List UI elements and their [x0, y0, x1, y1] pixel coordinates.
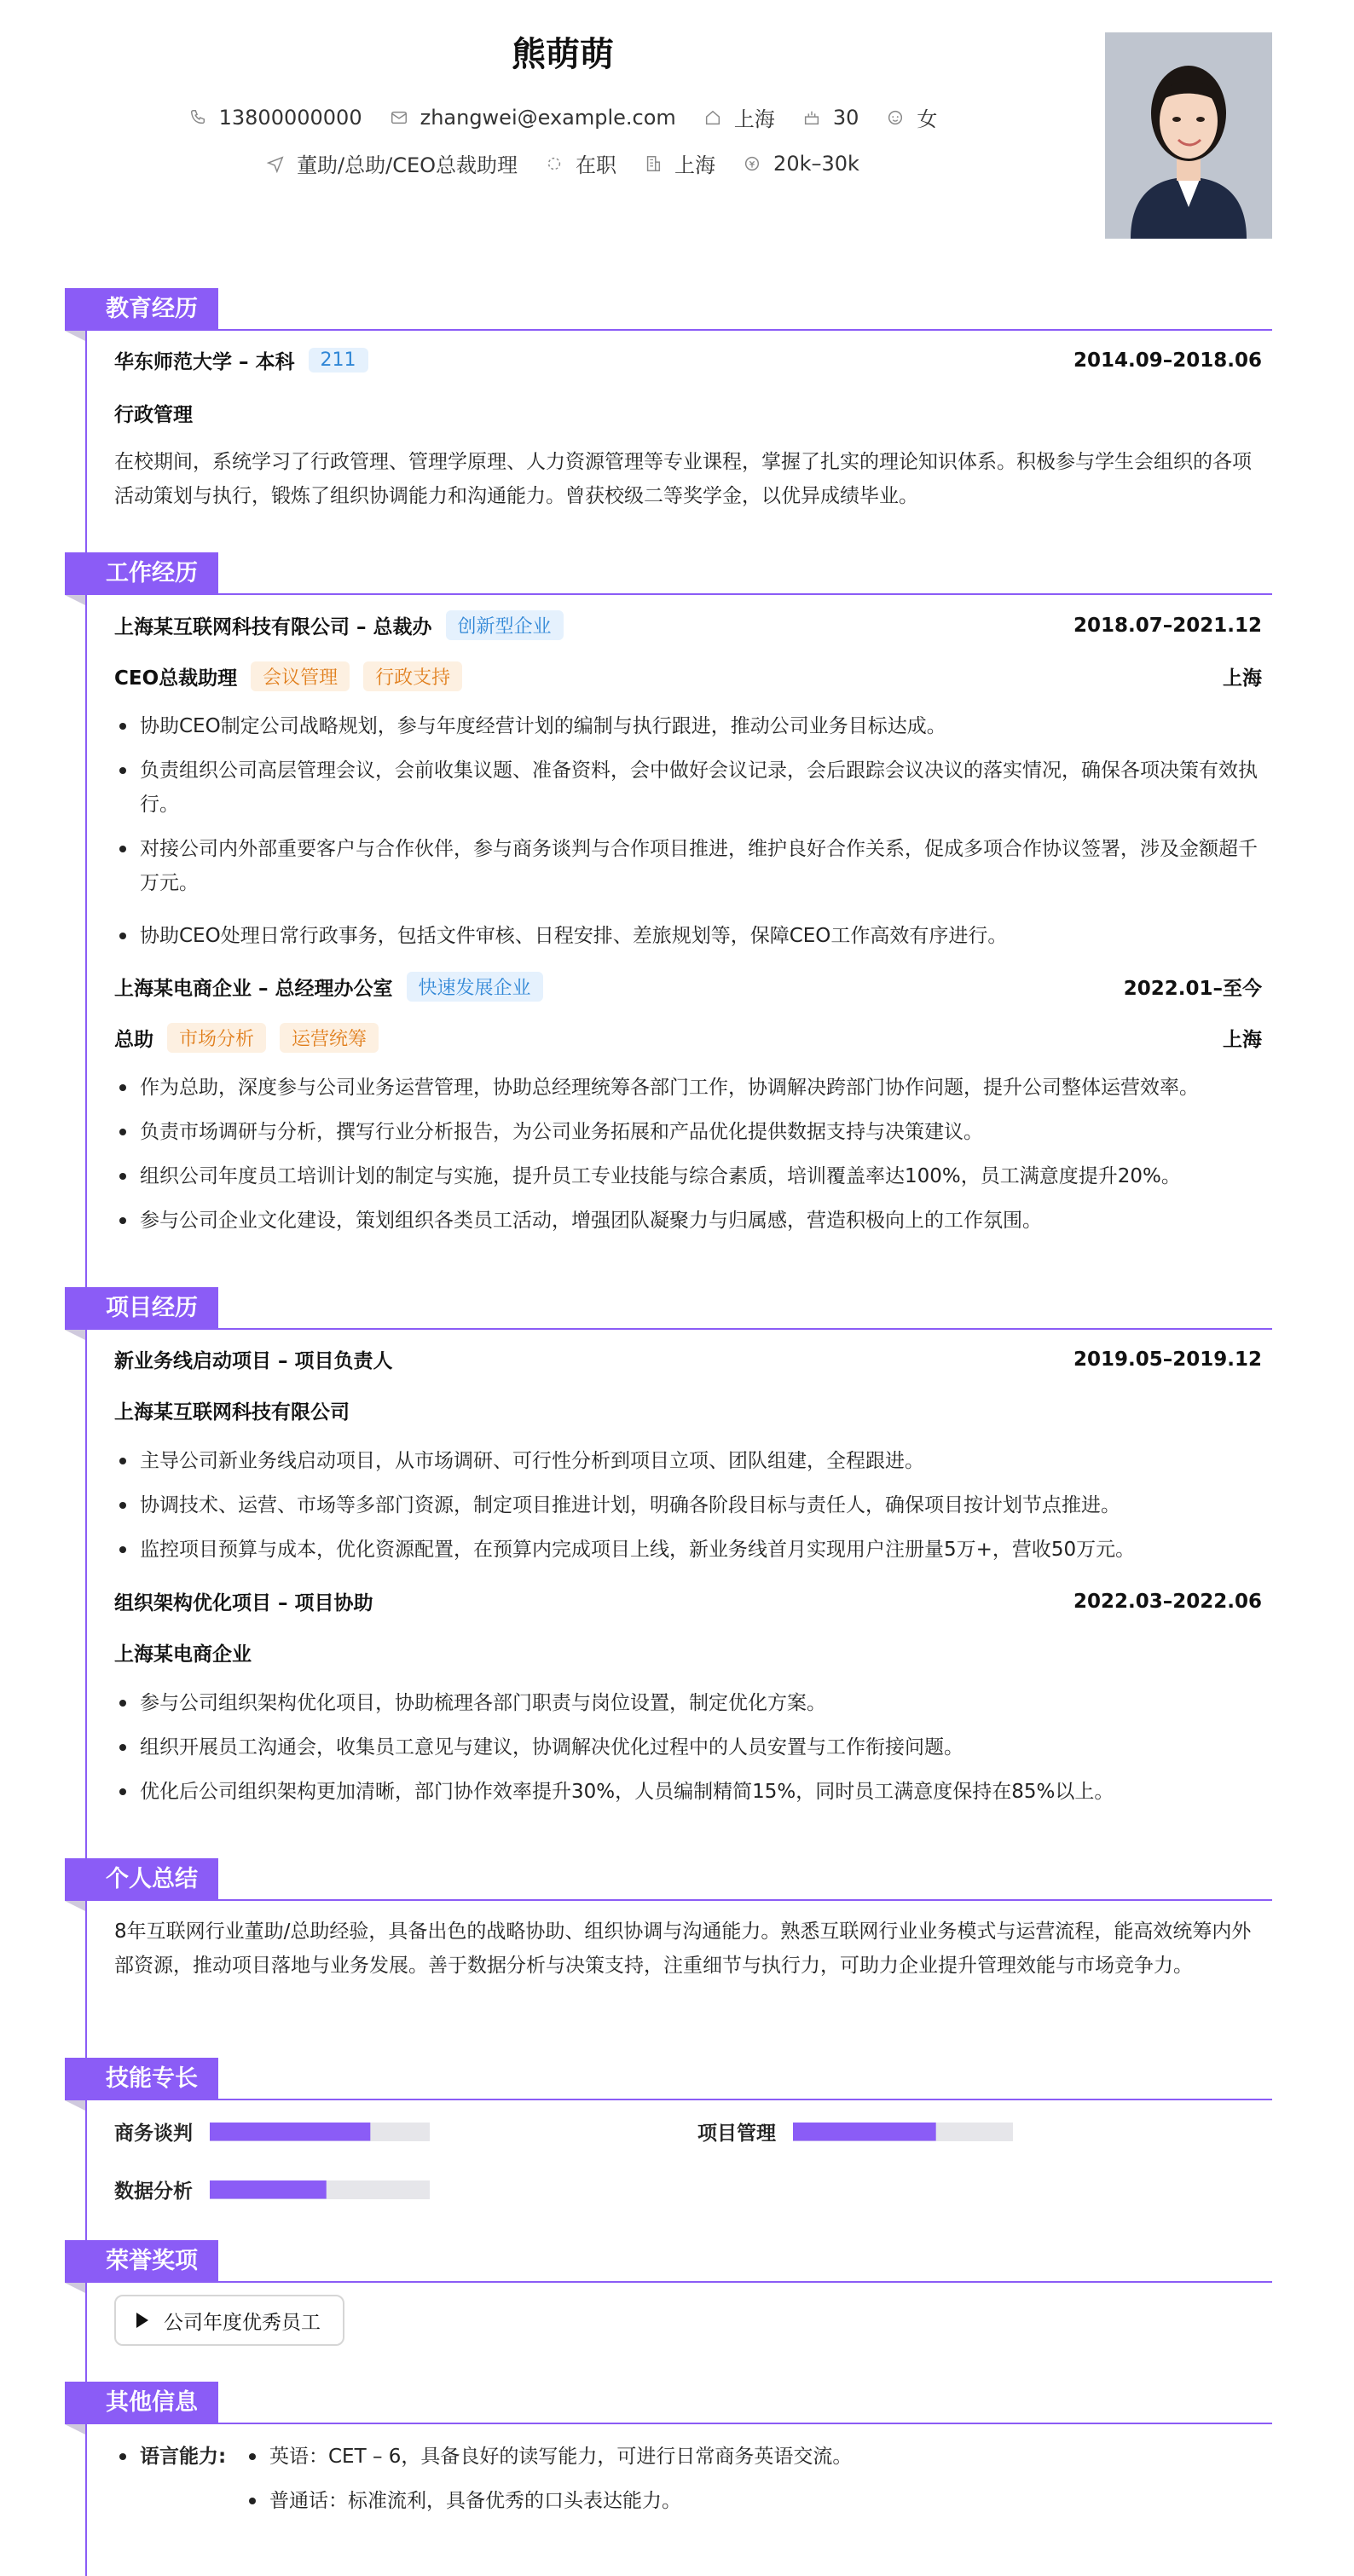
section-title: 荣誉奖项 — [65, 2240, 218, 2283]
candidate-name: 熊萌萌 — [512, 35, 614, 74]
gender-text: 女 — [917, 107, 938, 131]
company-tag: 创新型企业 — [446, 610, 564, 640]
section-fold — [65, 331, 85, 341]
list-item: 对接公司内外部重要客户与合作伙伴，参与商务谈判与合作项目推进，维护良好合作关系，促成多项合作协议签署，涉及金额超千万元。 — [114, 832, 1262, 900]
contact-row — [0, 102, 1125, 132]
money-icon — [743, 154, 761, 173]
email-item — [390, 106, 676, 130]
honor-text: 公司年度优秀员工 — [164, 2311, 321, 2334]
section-rule — [65, 2099, 1272, 2100]
home-icon — [703, 108, 722, 127]
section-title: 个人总结 — [65, 1858, 218, 1901]
skill-bar — [793, 2123, 1013, 2141]
section-rule — [65, 1328, 1272, 1330]
skill-fill — [793, 2123, 936, 2141]
skill-name: 数据分析 — [114, 2180, 193, 2203]
salary-item — [743, 152, 859, 176]
list-item: 协调技术、运营、市场等多部门资源，制定项目推进计划，明确各阶段目标与责任人，确保项目按计划节点推进。 — [114, 1488, 1262, 1522]
section-project-header — [65, 1287, 1272, 1330]
language-label: 语言能力: — [114, 2440, 268, 2474]
project-org-row — [114, 1396, 1262, 1424]
section-title: 技能专长 — [65, 2058, 218, 2100]
phone-text: 13800000000 — [218, 105, 362, 130]
list-item: 监控项目预算与成本，优化资源配置，在预算内完成项目上线，新业务线首月实现用户注册量5万+，营收50万元。 — [114, 1533, 1262, 1567]
education-row — [114, 346, 1262, 374]
list-item: 负责组织公司高层管理会议，会前收集议题、准备资料，会中做好会议记录，会后跟踪会议决议的落实情况，确保各项决策有效执行。 — [114, 754, 1262, 822]
work-date: 2018.07–2021.12 — [1073, 614, 1262, 637]
education-date: 2014.09–2018.06 — [1073, 349, 1262, 372]
section-title: 工作经历 — [65, 552, 218, 595]
list-item: 英语：CET – 6，具备良好的读写能力，可进行日常商务英语交流。 — [244, 2440, 1259, 2474]
status-item — [545, 148, 616, 178]
profile-photo — [1105, 32, 1272, 239]
major-name: 行政管理 — [114, 404, 193, 426]
position-item — [266, 148, 518, 178]
project-name: 新业务线启动项目 – 项目负责人 — [114, 1350, 393, 1372]
project-row — [114, 1587, 1262, 1615]
work-role-row — [114, 661, 1262, 691]
project-org-row — [114, 1638, 1262, 1666]
section-fold — [65, 2283, 85, 2293]
skill-fill — [210, 2180, 327, 2199]
school-name: 华东师范大学 – 本科 — [114, 351, 295, 373]
list-item: 参与公司组织架构优化项目，协助梳理各部门职责与岗位设置，制定优化方案。 — [114, 1686, 1262, 1720]
school-tag: 211 — [309, 348, 368, 373]
section-title: 项目经历 — [65, 1287, 218, 1330]
skill-bar — [210, 2123, 430, 2141]
role-name: 总助 — [114, 1029, 153, 1051]
loading-icon — [545, 154, 564, 173]
phone-item — [188, 106, 362, 130]
work-company-row — [114, 610, 1262, 640]
section-fold — [65, 2100, 85, 2111]
section-fold — [65, 595, 85, 605]
company-tag: 快速发展企业 — [407, 972, 543, 1002]
work-company-row — [114, 972, 1262, 1002]
project-org: 上海某互联网科技有限公司 — [114, 1401, 350, 1424]
role-tag: 会议管理 — [251, 661, 350, 691]
list-item: 参与公司企业文化建设，策划组织各类员工活动，增强团队凝聚力与归属感，营造积极向上的工作氛围。 — [114, 1204, 1262, 1238]
section-honors-header — [65, 2240, 1272, 2283]
section-work-header — [65, 552, 1272, 595]
section-rule — [65, 2281, 1272, 2283]
section-title: 其他信息 — [65, 2382, 218, 2424]
education-description: 在校期间，系统学习了行政管理、管理学原理、人力资源管理等专业课程，掌握了扎实的理论知识体系。积极参与学生会组织的各项活动策划与执行，锻炼了组织协调能力和沟通能力。曾获校级二等奖学金，以优异成绩毕业。 — [114, 451, 1252, 507]
role-tag: 行政支持 — [363, 661, 462, 691]
skill-name: 商务谈判 — [114, 2123, 193, 2145]
section-other-header — [65, 2382, 1272, 2424]
project-row — [114, 1345, 1262, 1373]
project-org: 上海某电商企业 — [114, 1643, 252, 1666]
mail-icon — [390, 108, 408, 127]
phone-icon — [188, 108, 207, 127]
work-city-text: 上海 — [674, 153, 716, 177]
section-fold — [65, 1330, 85, 1340]
section-rule — [65, 1899, 1272, 1901]
list-item: 优化后公司组织架构更加清晰，部门协作效率提升30%，人员编制精简15%，同时员工满意度保持在85%以上。 — [114, 1775, 1262, 1809]
work-city: 上海 — [1223, 1029, 1262, 1051]
email-text: zhangwei@example.com — [420, 105, 676, 130]
position-text: 董助/总助/CEO总裁助理 — [297, 153, 518, 177]
building-icon — [644, 154, 663, 173]
list-item: 组织开展员工沟通会，收集员工意见与建议，协调解决优化过程中的人员安置与工作衔接问题。 — [114, 1730, 1262, 1765]
section-title: 教育经历 — [65, 288, 218, 331]
project-date: 2019.05–2019.12 — [1073, 1348, 1262, 1371]
major-row — [114, 399, 1262, 427]
skill-item — [114, 2117, 430, 2146]
work-city-item — [644, 148, 715, 178]
company-name: 上海某电商企业 – 总经理办公室 — [114, 978, 393, 1000]
work-city: 上海 — [1223, 667, 1262, 690]
summary-text: 8年互联网行业董助/总助经验，具备出色的战略协助、组织协调与沟通能力。熟悉互联网行业业务模式与运营流程，能高效统筹内外部资源，推动项目落地与业务发展。善于数据分析与决策支持，注重细节与执行力，可助力企业提升管理效能与市场竞争力。 — [114, 1920, 1252, 1977]
section-fold — [65, 2424, 85, 2434]
gender-item — [886, 102, 937, 132]
honor-item — [114, 2295, 344, 2346]
role-name: CEO总裁助理 — [114, 667, 238, 690]
section-skills-header — [65, 2058, 1272, 2100]
age-text: 30 — [832, 105, 859, 130]
section-fold — [65, 1901, 85, 1911]
salary-text: 20k–30k — [773, 151, 859, 176]
section-rule — [65, 593, 1272, 595]
company-name: 上海某互联网科技有限公司 – 总裁办 — [114, 616, 432, 638]
triangle-icon — [136, 2313, 148, 2328]
list-item: 协助CEO处理日常行政事务，包括文件审核、日程安排、差旅规划等，保障CEO工作高效有序进行。 — [114, 919, 1262, 953]
role-tag: 市场分析 — [167, 1023, 266, 1053]
work-role-row — [114, 1023, 1262, 1053]
timeline-line — [85, 307, 87, 2576]
work-date: 2022.01–至今 — [1123, 978, 1262, 1000]
section-education-header — [65, 288, 1272, 331]
job-row — [0, 148, 1125, 178]
portrait-image — [1105, 32, 1272, 239]
list-item: 作为总助，深度参与公司业务运营管理，协助总经理统筹各部门工作，协调解决跨部门协作问题，提升公司整体运营效率。 — [114, 1071, 1262, 1105]
cake-icon — [802, 108, 821, 127]
list-item: 普通话：标准流利，具备优秀的口头表达能力。 — [244, 2484, 1259, 2518]
project-name: 组织架构优化项目 – 项目协助 — [114, 1592, 373, 1614]
skill-item — [114, 2175, 430, 2203]
city-text: 上海 — [733, 107, 775, 131]
list-item: 主导公司新业务线启动项目，从市场调研、可行性分析到项目立项、团队组建，全程跟进。 — [114, 1444, 1262, 1478]
list-item: 负责市场调研与分析，撰写行业分析报告，为公司业务拓展和产品优化提供数据支持与决策建议。 — [114, 1115, 1262, 1149]
skill-item — [697, 2117, 1013, 2146]
section-rule — [65, 329, 1272, 331]
list-item: 协助CEO制定公司战略规划，参与年度经营计划的编制与执行跟进，推动公司业务目标达成。 — [114, 709, 1262, 743]
send-icon — [266, 154, 285, 173]
city-item — [703, 102, 775, 132]
project-date: 2022.03–2022.06 — [1073, 1590, 1262, 1613]
role-tag: 运营统筹 — [280, 1023, 379, 1053]
list-item: 组织公司年度员工培训计划的制定与实施，提升员工专业技能与综合素质，培训覆盖率达100%，员工满意度提升20%。 — [114, 1159, 1262, 1193]
skill-bar — [210, 2180, 430, 2199]
status-text: 在职 — [576, 153, 617, 177]
section-summary-header — [65, 1858, 1272, 1901]
skill-name: 项目管理 — [697, 2123, 776, 2145]
skill-fill — [210, 2123, 370, 2141]
section-rule — [65, 2423, 1272, 2424]
age-item — [802, 106, 859, 130]
face-icon — [886, 108, 905, 127]
